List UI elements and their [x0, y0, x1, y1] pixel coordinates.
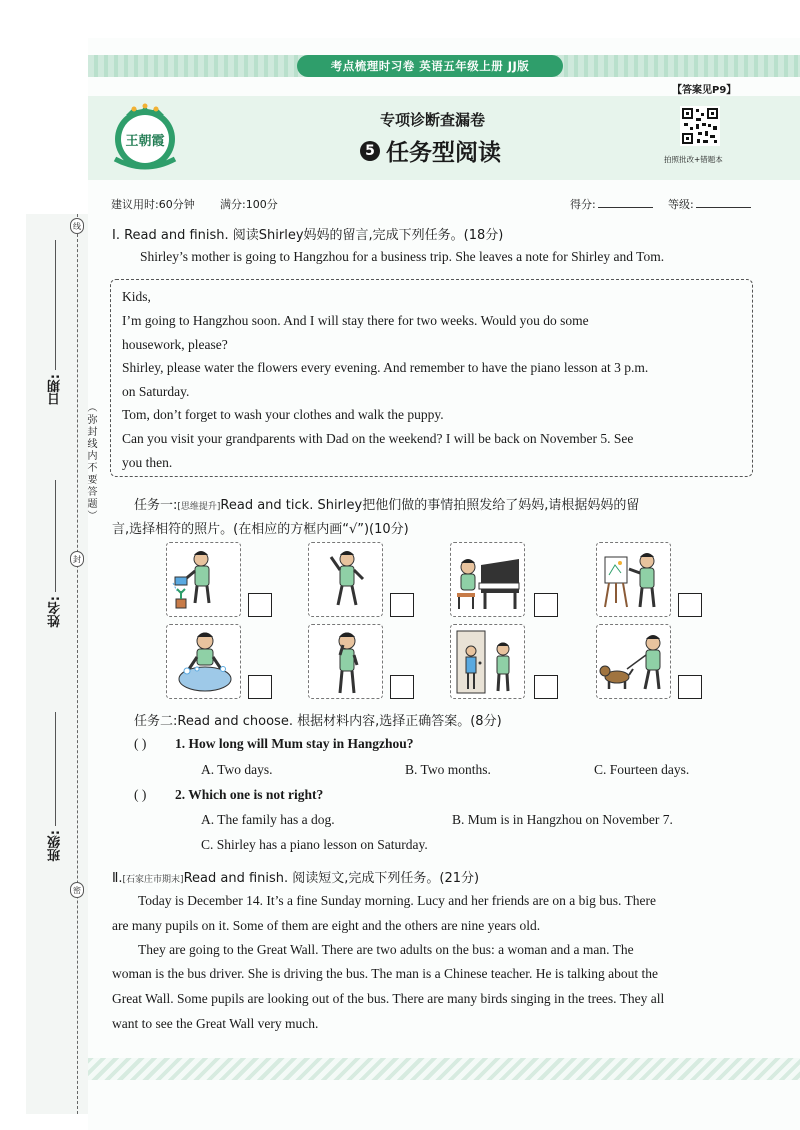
- q1-stem: 1. How long will Mum stay in Hangzhou?: [175, 736, 414, 751]
- note-line: Kids,: [122, 289, 151, 304]
- section1-heading: Ⅰ. Read and finish. 阅读Shirley妈妈的留言,完成下列任务。(18分): [112, 228, 504, 243]
- series-banner: 考点梳理时习卷 英语五年级上册 JJ版: [297, 55, 563, 77]
- seal-mark-mid: 封: [70, 551, 84, 567]
- seal-line: [77, 214, 78, 1114]
- seal-mark-bottom: 密: [70, 882, 84, 898]
- date-line: [55, 240, 56, 370]
- section2-number: Ⅱ.: [112, 871, 123, 886]
- q1-option-b[interactable]: B. Two months.: [405, 762, 491, 777]
- photo-wave: [308, 542, 383, 617]
- task1-text: Read and tick. Shirley把他们做的事情拍照发给了妈妈,请根据妈妈的留: [220, 498, 640, 513]
- tick-box[interactable]: [248, 593, 272, 617]
- passage-line: want to see the Great Wall very much.: [112, 1016, 319, 1031]
- seal-warning: （弥封线内不要答题）: [85, 402, 96, 522]
- task1-line2: 言,选择相符的照片。(在相应的方框内画“√”)(10分): [112, 522, 409, 537]
- passage-line: Great Wall. Some pupils are looking out of the bus. There are many birds singing in the trees. They all: [112, 991, 665, 1006]
- q2-answer-paren[interactable]: ( ): [134, 787, 147, 802]
- photo-piano: [450, 542, 525, 617]
- logo-text: 王朝霞: [125, 134, 165, 149]
- task1-line1: [134, 494, 639, 513]
- q1-option-c[interactable]: C. Fourteen days.: [594, 762, 690, 777]
- grade-field: [668, 196, 751, 212]
- photo-walk-puppy: [596, 624, 671, 699]
- date-label: 日期:: [48, 374, 63, 406]
- note-line: Shirley, please water the flowers every evening. And remember to have the piano lesson at 3 p.m.: [122, 360, 649, 375]
- q2-option-c[interactable]: C. Shirley has a piano lesson on Saturday.: [201, 837, 428, 852]
- brand-logo: [104, 101, 186, 173]
- photo-visit: [450, 624, 525, 699]
- task1-tag: [思维提升]: [177, 502, 221, 512]
- answer-reference: 【答案见P9】: [672, 85, 737, 96]
- binding-strip: [26, 214, 88, 1114]
- tick-box[interactable]: [678, 593, 702, 617]
- note-line: Can you visit your grandparents with Dad on the weekend? I will be back on November 5. See: [122, 431, 634, 446]
- note-line: on Saturday.: [122, 384, 190, 399]
- q1-answer-paren[interactable]: ( ): [134, 736, 147, 751]
- photo-water-flowers: [166, 542, 241, 617]
- footer-decoration: [88, 1058, 800, 1080]
- passage-line: They are going to the Great Wall. There are two adults on the bus: a woman and a man. The: [138, 942, 634, 957]
- suggested-time: 建议用时:60分钟: [111, 198, 195, 211]
- tick-box[interactable]: [390, 675, 414, 699]
- header-title-text: 任务型阅读: [386, 140, 501, 166]
- header-subtitle: 专项诊断查漏卷: [380, 111, 486, 129]
- note-line: housework, please?: [122, 337, 228, 352]
- section2-title: Read and finish. 阅读短文,完成下列任务。(21分): [183, 871, 480, 886]
- qr-code-icon[interactable]: [680, 106, 720, 146]
- note-line: Tom, don’t forget to wash your clothes and walk the puppy.: [122, 407, 444, 422]
- section1-intro: Shirley’s mother is going to Hangzhou for a business trip. She leaves a note for Shirley and Tom.: [140, 249, 665, 264]
- tick-box[interactable]: [534, 675, 558, 699]
- grade-label: 等级:: [668, 198, 694, 211]
- passage-line: Today is December 14. It’s a fine Sunday morning. Lucy and her friends are on a big bus. There: [138, 893, 657, 908]
- tick-box[interactable]: [248, 675, 272, 699]
- note-line: you then.: [122, 455, 173, 470]
- tick-box[interactable]: [390, 593, 414, 617]
- photo-wash-clothes: [166, 624, 241, 699]
- passage-line: woman is the bus driver. She is driving the bus. The man is a Chinese teacher. He is talking about the: [112, 966, 659, 981]
- photo-eating: [308, 624, 383, 699]
- tick-box[interactable]: [678, 675, 702, 699]
- note-line: I’m going to Hangzhou soon. And I will stay there for two weeks. Would you do some: [122, 313, 589, 328]
- task1-prefix: 任务一:: [134, 498, 178, 513]
- note-box: [110, 279, 753, 477]
- q2-option-b[interactable]: B. Mum is in Hangzhou on November 7.: [452, 812, 673, 827]
- passage-line: are many pupils on it. Some of them are eight and the others are nine years old.: [112, 918, 541, 933]
- name-label: 姓名:: [48, 596, 63, 628]
- task2-heading: 任务二:Read and choose. 根据材料内容,选择正确答案。(8分): [134, 714, 502, 729]
- tick-box[interactable]: [534, 593, 558, 617]
- photo-painting: [596, 542, 671, 617]
- section2-tag: [石家庄市期末]: [122, 875, 184, 885]
- score-label: 得分:: [570, 198, 596, 211]
- q1-option-a[interactable]: A. Two days.: [201, 762, 273, 777]
- q2-stem: 2. Which one is not right?: [175, 787, 324, 802]
- class-line: [55, 712, 56, 826]
- grade-blank[interactable]: [696, 198, 751, 208]
- class-label: 班级:: [48, 830, 63, 862]
- score-blank[interactable]: [598, 198, 653, 208]
- full-score: 满分:100分: [220, 198, 278, 211]
- qr-caption: 拍照批改+错题本: [664, 155, 723, 164]
- score-field: [570, 196, 653, 212]
- seal-mark-top: 线: [70, 218, 84, 234]
- header-title: [360, 134, 501, 167]
- unit-number-badge: 5: [360, 141, 380, 161]
- q2-option-a[interactable]: A. The family has a dog.: [201, 812, 335, 827]
- section2-heading: [112, 867, 479, 886]
- name-line: [55, 480, 56, 592]
